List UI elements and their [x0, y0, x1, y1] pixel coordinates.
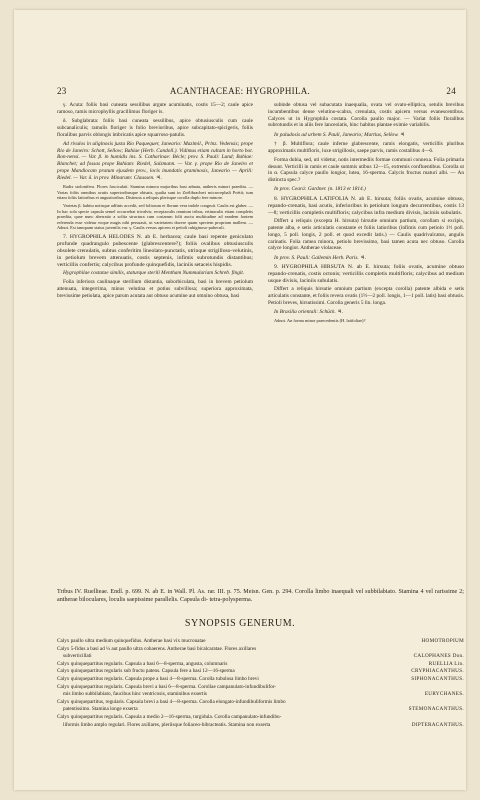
right-paragraph: † β. Multiflora; caule inferne glabrescente, ramis elongatis, verticillis pluribus approximatis multifloris, luxe strigillosis, saepe parvis, ramis costalibus 4—6.	[268, 140, 464, 154]
synopsis-row	[57, 714, 464, 722]
synopsis-row	[57, 646, 464, 654]
synopsis-table	[57, 638, 464, 729]
synopsis-genus-name: SIPHONACANTHUS.	[411, 675, 464, 682]
synopsis-row	[57, 668, 464, 676]
running-title: ACANTHACEAE: HYGROPHILA.	[169, 86, 311, 96]
right-text-column	[268, 102, 464, 326]
right-paragraph: Differt a reliquis hirsutie omnium partium (excepta corolla) patente albida e setis articulatis constante, et foliis revera ovatis (1½—2 poll. longis, 1—1 poll. latis) basi obtusis. Petioli breves, hirsutissimi. Corolla generis 5 lin. longa.	[268, 286, 464, 306]
synopsis-description: Calyx paullo ultra medium quinquefidus. Antherae basi vix mucronatae	[57, 638, 206, 644]
tribe-description: Tribus IV. Ruellieae. Endl. p. 699. N. ab E. in Wall. Pl. As. rar. III. p. 75. Meisn. Gen. p. 294. Corolla limbo inaequali vel subbilabiato. Stamina 4 vel rarissime 2; antherae biloculares, loculis saepissime parallelis. Capsula di- tetra-polysperma.	[57, 589, 464, 603]
left-paragraph: Radix stolonifera. Flores fasciculati. Stamina minora majoribus basi adnata, antheris minori praedita. — Varias foliis omnibus acutis superioribusque obtusis, qualia sunt in Zoëlibracheri microcephali Poëtii; tum etiam foliis latioribus et angustioribus. Distincta a reliquis plerisque corolla duplo fere minore.	[57, 183, 253, 201]
right-paragraph: Adnot. An forma minor praecedentis (H. latifoliae)?	[274, 318, 366, 324]
right-species-heading: 8. HYGROPHILA LATIFOLIA N. ab E. hirsuta; foliis ovatis, acumine obtuso, repando-crenatis, basi acutis, inferioribus in petiolum longum decurrentibus, costis 13—8; verticillis completis multifloris; calycibus infra medium divisis, laciniis subulatis.	[268, 196, 464, 217]
page-number-left: 23	[57, 86, 67, 96]
synopsis-genus-name: STEMONACANTHUS.	[408, 706, 464, 713]
synopsis-genus-name: CALOPHANES Don.	[413, 653, 464, 660]
synopsis-row	[57, 706, 464, 714]
left-paragraph: Ad rivulos in uliginosis juxta Rio Paquequer, Janeario: Mazimil., Prinz. Vedensis; prope Rio de Janeiro: Schott, Sellow; Bahiae (Herb. Candoll.). Vidimus etiam cultam in horto bot. Bon-nensi. — Var. β. in humidis ins. S. Catharinae: Bécle; prov. S. Pauli: Lund; Bahiae: Blanchet; ad fossas prope Bahiam: Riedel, Salzmann. — Var. γ. prope Rio de Janeiro et prope Mandiocam pratum ejusdem prov., locis inundatis graminosis, Janeario — Aprili: Riedel. — Var. δ. in prov. Minarum: Claussen. ♃.	[57, 140, 253, 181]
left-text-column	[57, 102, 253, 302]
right-paragraph: Differt a reliquis (excepta H. hirsuta) hirsutie omnium partium, corollam si excipis, patente alba, e setis articulatis constante et foliis latioribus (infimis cum petiolo 1½ poll. longo, 5 poll. longis, 2 poll. et quod excedit latis.) — Caulis quadrivalcatus, angulis carinatis. Folia ramea minora, petiolo brevissimo, basi tamen acuta nec obtuso. Corolla calyce longior. Antherae violaceae.	[268, 218, 464, 252]
synopsis-description: Calyx quinquepartitus, regularis. Capsula brevi a basi 4—8-sperma. Corolla elongato-infundibuliformis limbo	[57, 698, 286, 705]
synopsis-row	[57, 722, 464, 730]
synopsis-row	[57, 638, 464, 646]
synopsis-description: Calyx quinquepartitus regularis. Capsula brevi a basi 6—8-sperma. Corollae campanulato-infundibulifor-	[57, 683, 277, 690]
synopsis-description: subverticillati	[63, 653, 92, 660]
synopsis-row	[57, 691, 464, 699]
synopsis-description: liformis limbo amplo regulari. Flores axillares, pleriisque foliaceo-bibracteatis. Stamina non exserta	[63, 721, 271, 728]
document-page	[14, 10, 466, 790]
right-paragraph: In prov. S. Pauli: Gallemin Herb. Paris. ♃.	[274, 254, 367, 261]
right-species-heading: 9. HYGROPHILA HIRSUTA N. ab E. hirsuta; foliis ovatis, acumine obtuso repando-crenatis, costis octonis; verticillis completis multifloris; calycibus ad medium usque divisis, laciniis subulatis.	[268, 264, 464, 285]
synopsis-row	[57, 676, 464, 684]
left-paragraph: Folia inferiora caulinaque sterilium distantia, suborbiculata, basi in brevem petiolum attenuata, integerrima, minus velutina et potius subvillosa; superiora approximata, breviusime petiolata, apice parum acutata aut obtuso acumine aut omnino obtusa, basi	[57, 279, 253, 299]
left-paragraph: δ. Subglabrata: foliis basi cuneata sessilibus, apice obtusiusculis cum caule subcanaliculis; ramulis floriger is folio brevioribus, apice subcapitato-spicigeris, foliis floralibus parvis oblongis imbricatis apice squarroso-patulis.	[57, 117, 253, 138]
left-species-heading: 7. HYGROPHILA HELODES N. ab E. herbacea; caule basi repente geniculato profunde quadrangulo pubescente (glabrescentere?); foliis ovalibus obtusiusculis obsolete crenulatis, subtus conferitim lineolato-punctatis, utrinque strigilloso-velutinis, in petiolum brevem attenuatis, costis septenis, infimis subrotundis distantibus; verticillis confertis; calycibus profunde quinquefidis, laciniis setaceis hispidis.	[57, 234, 253, 269]
synopsis-description: patentissimo. Stamina longe exserta	[63, 706, 138, 713]
synopsis-title: SYNOPSIS GENERUM.	[184, 618, 296, 629]
synopsis-genus-name: RUELLIA Lin.	[428, 660, 464, 667]
synopsis-description: Calyx quinquepartitus regularis. Capsula a basi 6—8-sperma, angusta, columnaris	[57, 660, 228, 667]
synopsis-description: Calyx quinquepartitus regularis. Capsula a medio 2—16-sperma, turgidula. Corolla campanulato-infundibu-	[57, 713, 282, 720]
synopsis-genus-name: HOMOTROPIUM	[421, 638, 464, 644]
right-paragraph: Forma dubia, sed, uti videtur, notis intermediis formae communi connexa. Folia primaria desunt. Verticilli in ramis et caule summis utibus 12—15, extremis confluentibus. Corolla ut in α. Capsula calyce paullo longior, lutea, 16-sperma. Calycis fructus maturi albi. — An distincta spec.?	[268, 156, 464, 184]
page-number-right: 24	[446, 86, 456, 96]
synopsis-row	[57, 699, 464, 707]
left-paragraph: Varietas β. habitu notisque adfinis accedit, sed foliorum et florum vera indole congruit. Caulis est glaber. — In hac sola specie capsula semel occurrebat trivalvis; receptaculis omnium tribus, retinaculis etiam completis praedita, quae nunc aberratio a solita structura cum costarum folii auctu multitudine ad eandem fontem referenda esse videtur eoque magis nihi persuasit, ut varietatem ducere quam speciem propriam mallem. — Adnot. Est tamquam status juvenilis var. γ. Caulis versus apicem et petioli rubiginoso-pubeculi.	[57, 203, 253, 231]
synopsis-genus-name: CRYPHIACANTHUS.	[411, 668, 464, 675]
synopsis-description: Calyx quinquepartitus regularis sub fructu patens. Capsula fere a basi 12—16-sperma	[57, 668, 235, 675]
synopsis-description: Calyx 5-fidus a basi ad ¼ aut paullo ultra cohaerens. Antherae basi bicalcaratae. Flores axillares	[57, 645, 257, 652]
right-paragraph: subinde obtusa vel subacutata inaequalia, ovata vel ovato-elliptica, setulis brevibus incumbentibus dense velutino-scabra, crenulata, costis apicem versus evanescentibus. Calyces ut in Hygrophila costata. Corolla paullo major. — Variat foliis floralibus subrotundis et in aliis fere lanceolatis, hinc habitus plantae eximie variabilis.	[268, 102, 464, 129]
synopsis-genus-name: DIPTERACANTHUS.	[411, 721, 464, 728]
synopsis-row	[57, 653, 464, 661]
running-header	[14, 86, 466, 98]
synopsis-genus-name: EURYCHANES.	[424, 691, 464, 698]
left-paragraph: Hygrophilae costatae similis, staturque sterili Mentham Nummulariam Schreb. fingit.	[63, 270, 245, 277]
synopsis-description: mis limbo subbilabiato, faucibus hinc ventricosis, staminibus exsertis	[63, 691, 207, 698]
synopsis-description: Calyx quinquepartitus regularis. Capsula prope a basi 4—8-sperma. Corolla tubulosa limbo brevi	[57, 675, 259, 682]
right-paragraph: In Brasilia orientali: Schück. ♃.	[274, 309, 344, 316]
right-paragraph: In paludosis ad urbem S. Pauli, Janeario; Martius, Sellow. ♃	[274, 131, 405, 138]
left-paragraph: γ. Acuta: foliis basi cuneata sessilibus argute acuminatis, costis 15—2; caule apice ramoso, ramis microphyllis gracillimus floriger is.	[57, 102, 253, 115]
right-paragraph: In prov. Ceará: Gardner. (n. 1813 et 1814.)	[274, 186, 366, 193]
